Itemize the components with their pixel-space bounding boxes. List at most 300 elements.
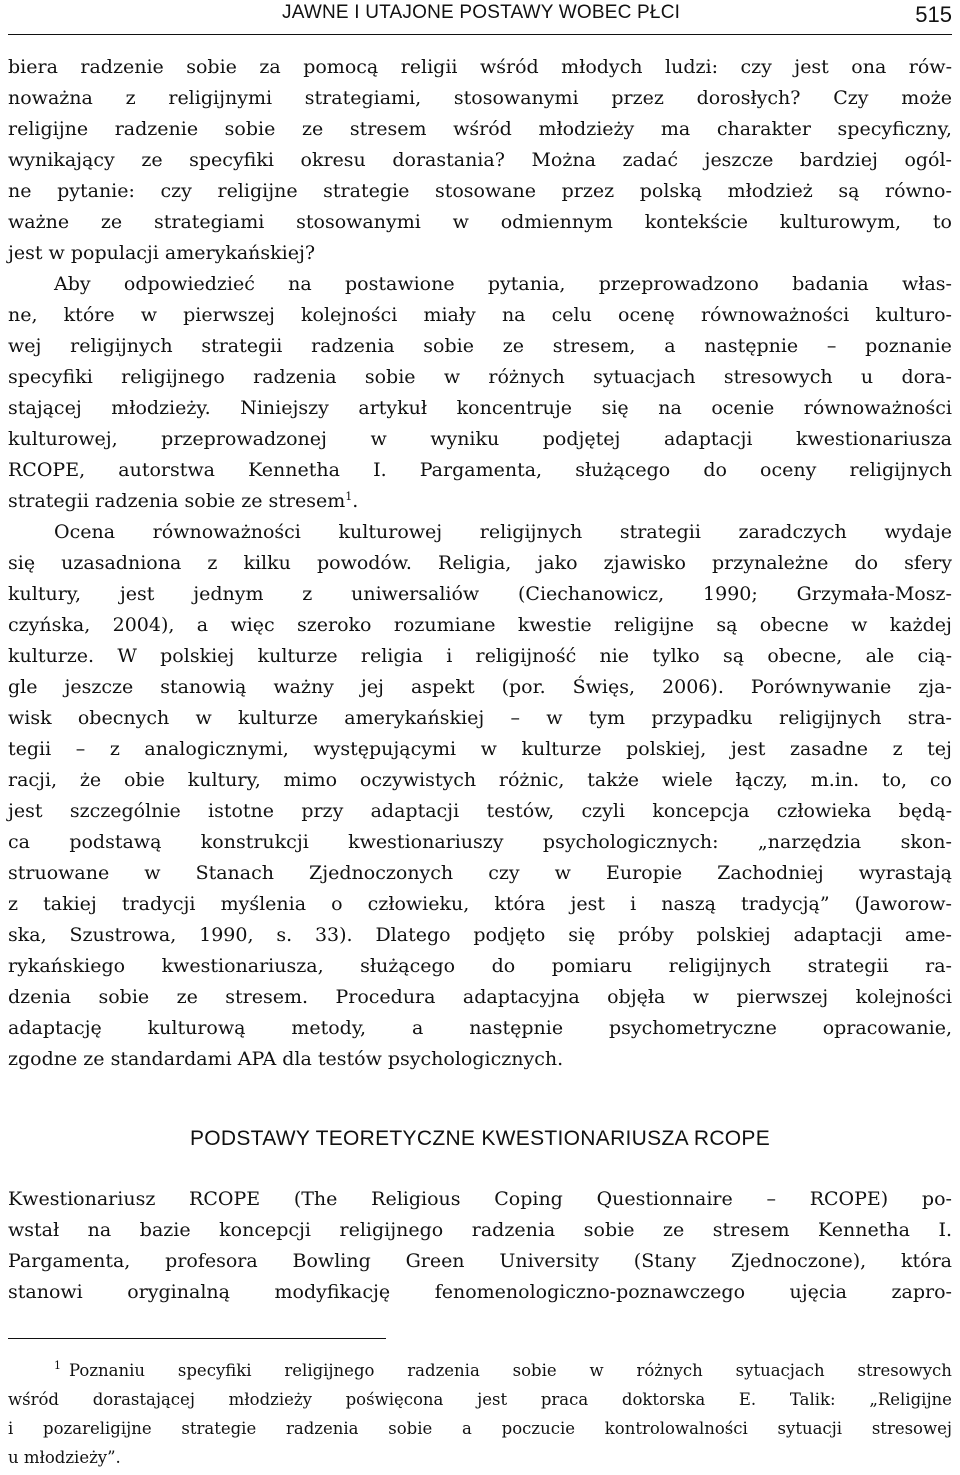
word: ale bbox=[865, 645, 895, 667]
word: stanowi bbox=[8, 1281, 83, 1303]
word: która bbox=[900, 1250, 952, 1272]
word: sobie bbox=[364, 366, 416, 388]
word: sobie bbox=[98, 986, 150, 1008]
word: stosowane bbox=[434, 180, 537, 202]
word: stresem bbox=[712, 1219, 790, 1241]
word: pozareligijne bbox=[43, 1419, 152, 1438]
word: stra- bbox=[907, 707, 952, 729]
word: s. bbox=[276, 924, 293, 946]
section-text bbox=[8, 1184, 952, 1308]
body-line bbox=[8, 1013, 952, 1044]
word: stresem, bbox=[552, 335, 636, 357]
section-line bbox=[8, 1184, 952, 1215]
word: na bbox=[87, 1219, 112, 1241]
word: z bbox=[125, 87, 136, 109]
word: zja- bbox=[918, 676, 952, 698]
word: tegii bbox=[8, 738, 52, 760]
word: psychometryczne bbox=[609, 1017, 777, 1039]
word: ocenę bbox=[618, 304, 675, 326]
word: ze bbox=[141, 149, 163, 171]
body-line bbox=[8, 331, 952, 362]
body-line bbox=[8, 145, 952, 176]
word: kulturowym, bbox=[779, 211, 902, 233]
footnote-line bbox=[8, 1414, 952, 1443]
running-title: JAWNE I UTAJONE POSTAWY WOBEC PŁCI bbox=[282, 2, 681, 23]
word: sfery bbox=[904, 552, 952, 574]
word: z bbox=[109, 738, 120, 760]
word: takiej bbox=[43, 893, 97, 915]
word: Kwestionariusz bbox=[8, 1188, 156, 1210]
word: okresu bbox=[300, 149, 366, 171]
word: – bbox=[75, 738, 86, 760]
word: tej bbox=[927, 738, 952, 760]
word: struowane bbox=[8, 862, 110, 884]
word: tradycją” bbox=[741, 893, 830, 915]
word: „Religijne bbox=[869, 1390, 952, 1409]
word: Niniejszy bbox=[240, 397, 329, 419]
word: obecnych bbox=[77, 707, 170, 729]
word: a bbox=[664, 335, 676, 357]
word: do bbox=[703, 459, 727, 481]
word: wśród bbox=[479, 56, 539, 78]
word: w bbox=[546, 707, 563, 729]
word: modyfikację bbox=[274, 1281, 391, 1303]
footnote-line-first bbox=[8, 1356, 952, 1385]
word: w bbox=[851, 614, 868, 636]
word: wśród bbox=[453, 118, 512, 140]
word: z bbox=[207, 552, 218, 574]
word: oceny bbox=[760, 459, 817, 481]
word: ze bbox=[502, 335, 524, 357]
word: młodzieży. bbox=[111, 397, 211, 419]
word: stresem. bbox=[225, 986, 309, 1008]
word: ne bbox=[8, 180, 32, 202]
word: więc bbox=[230, 614, 275, 636]
word: wisk bbox=[8, 707, 52, 729]
word: kolejności bbox=[301, 304, 398, 326]
word: cią- bbox=[917, 645, 952, 667]
word: dora- bbox=[901, 366, 952, 388]
word: polską bbox=[639, 180, 703, 202]
word: szczególnie bbox=[69, 800, 181, 822]
word: u bbox=[860, 366, 874, 388]
word: (por. bbox=[501, 676, 546, 698]
word: myślenia bbox=[220, 893, 307, 915]
word: religijność bbox=[475, 645, 577, 667]
word: 2004), bbox=[112, 614, 175, 636]
word: przeprowadzono bbox=[598, 273, 759, 295]
word: ame- bbox=[904, 924, 952, 946]
word: szeroko bbox=[297, 614, 372, 636]
word: przypadku bbox=[651, 707, 753, 729]
word: pytanie: bbox=[57, 180, 135, 202]
word: która bbox=[494, 893, 546, 915]
section-line bbox=[8, 1246, 952, 1277]
word: Coping bbox=[494, 1188, 563, 1210]
page-number: 515 bbox=[915, 2, 952, 27]
footnote-divider bbox=[8, 1338, 386, 1339]
word: autorstwa bbox=[118, 459, 215, 481]
word: 1990, bbox=[199, 924, 254, 946]
word: E. bbox=[738, 1390, 757, 1409]
body-line bbox=[8, 114, 952, 145]
word: jeszcze bbox=[64, 676, 134, 698]
word: ne, bbox=[8, 304, 38, 326]
word: Dlatego bbox=[375, 924, 451, 946]
word: adaptacji bbox=[663, 428, 753, 450]
word: 1990; bbox=[703, 583, 758, 605]
word: sobie bbox=[423, 335, 474, 357]
word: przynależne bbox=[712, 552, 829, 574]
word: w bbox=[443, 366, 461, 388]
word: praca bbox=[540, 1390, 589, 1409]
word: University bbox=[499, 1250, 599, 1272]
word: noważna bbox=[8, 87, 93, 109]
word: służącego bbox=[360, 955, 456, 977]
word: Aby bbox=[54, 273, 91, 295]
word: i bbox=[446, 645, 453, 667]
word: ona bbox=[851, 56, 887, 78]
word: religijnego bbox=[121, 366, 225, 388]
word: że bbox=[79, 769, 102, 791]
word: pierwszej bbox=[183, 304, 275, 326]
word: (Jaworow- bbox=[854, 893, 952, 915]
word: służącego bbox=[575, 459, 671, 481]
word: jest bbox=[794, 56, 829, 78]
body-line bbox=[8, 734, 952, 765]
word: zadać bbox=[622, 149, 678, 171]
word: dorastającej bbox=[92, 1390, 195, 1409]
word: w bbox=[144, 862, 161, 884]
body-line bbox=[8, 920, 952, 951]
word: profesora bbox=[165, 1250, 258, 1272]
word: postawione bbox=[345, 273, 455, 295]
word: Religious bbox=[371, 1188, 461, 1210]
word: ze bbox=[100, 211, 123, 233]
word: religijne bbox=[8, 118, 89, 140]
word: ocenie bbox=[711, 397, 775, 419]
word: opracowanie, bbox=[822, 1017, 952, 1039]
body-line bbox=[8, 827, 952, 858]
word: ska, bbox=[8, 924, 47, 946]
word: uzasadniona bbox=[61, 552, 182, 574]
footnotes bbox=[8, 1356, 952, 1472]
word: psychologicznych: bbox=[542, 831, 719, 853]
word: które bbox=[63, 304, 115, 326]
footnote-line: u młodzieży”. bbox=[8, 1448, 121, 1467]
word: m.in. bbox=[810, 769, 860, 791]
word: wstał bbox=[8, 1219, 60, 1241]
word: radzenie bbox=[80, 56, 164, 78]
word: Green bbox=[405, 1250, 465, 1272]
word: (Stany bbox=[633, 1250, 697, 1272]
word: podjęto bbox=[473, 924, 546, 946]
word: powodów. bbox=[316, 552, 412, 574]
word: specyficzny, bbox=[837, 118, 952, 140]
word: koncepcja bbox=[652, 800, 750, 822]
word: kulturowej bbox=[338, 521, 443, 543]
word: strategiami bbox=[153, 211, 265, 233]
word: testów, bbox=[486, 800, 555, 822]
word: poznanie bbox=[865, 335, 952, 357]
word: na bbox=[658, 397, 682, 419]
section-line bbox=[8, 1277, 952, 1308]
word: po- bbox=[921, 1188, 952, 1210]
body-line bbox=[8, 517, 952, 548]
word: Questionnaire bbox=[596, 1188, 733, 1210]
word: wydaje bbox=[884, 521, 952, 543]
word: nie bbox=[599, 645, 630, 667]
word: sobie bbox=[583, 1219, 635, 1241]
word: w bbox=[370, 428, 387, 450]
word: fenomenologiczno-poznawczego bbox=[434, 1281, 746, 1303]
word: z bbox=[892, 738, 903, 760]
body-line-text: strategii radzenia sobie ze stresem bbox=[8, 490, 346, 512]
body-line bbox=[8, 951, 952, 982]
word: W bbox=[117, 645, 137, 667]
word: celu bbox=[551, 304, 592, 326]
word: kulturową bbox=[147, 1017, 246, 1039]
word: co bbox=[929, 769, 952, 791]
word: radzenia bbox=[407, 1361, 480, 1380]
word: na bbox=[501, 304, 526, 326]
word: ze bbox=[301, 118, 324, 140]
word: jest bbox=[730, 738, 766, 760]
body-line bbox=[8, 703, 952, 734]
word: obecne, bbox=[767, 645, 843, 667]
body-line-tail: . bbox=[352, 490, 359, 512]
body-line bbox=[8, 176, 952, 207]
word: kultury, bbox=[187, 769, 261, 791]
word: w bbox=[452, 211, 469, 233]
word: koncentruje bbox=[456, 397, 573, 419]
word: strategii bbox=[201, 335, 283, 357]
word: wśród bbox=[8, 1390, 59, 1409]
word: następnie bbox=[704, 335, 799, 357]
word: wynikający bbox=[8, 149, 115, 171]
word: w bbox=[195, 707, 212, 729]
word: wej bbox=[8, 335, 42, 357]
word: jeszcze bbox=[704, 149, 774, 171]
word: stresem bbox=[349, 118, 427, 140]
word: sytuacjach bbox=[735, 1361, 825, 1380]
word: uniwersaliów bbox=[351, 583, 480, 605]
body-line bbox=[8, 796, 952, 827]
word: Kennetha bbox=[818, 1219, 910, 1241]
word: strategie bbox=[181, 1419, 257, 1438]
word: miały bbox=[423, 304, 476, 326]
word: stającej bbox=[8, 397, 82, 419]
word: amerykańskiej bbox=[344, 707, 485, 729]
word: ra- bbox=[925, 955, 952, 977]
word: może bbox=[901, 87, 952, 109]
word: z bbox=[302, 583, 313, 605]
word: równoważności bbox=[152, 521, 301, 543]
word: dorastania? bbox=[392, 149, 505, 171]
word: stosowanymi bbox=[453, 87, 579, 109]
word: obie bbox=[123, 769, 165, 791]
word: stosowanymi bbox=[296, 211, 421, 233]
word: radzenia bbox=[471, 1219, 556, 1241]
word: także bbox=[587, 769, 639, 791]
word: RCOPE, bbox=[8, 459, 86, 481]
word: a bbox=[196, 614, 209, 636]
word: wyniku bbox=[430, 428, 500, 450]
word: ważny bbox=[273, 676, 334, 698]
word: naszą bbox=[661, 893, 716, 915]
body-line bbox=[8, 765, 952, 796]
word: zasadne bbox=[789, 738, 869, 760]
word: wyrastają bbox=[858, 862, 952, 884]
section-heading: PODSTAWY TEORETYCZNE KWESTIONARIUSZA RCOPE bbox=[189, 1127, 771, 1150]
body-line bbox=[8, 362, 952, 393]
word: i bbox=[630, 893, 637, 915]
word: specyfiki bbox=[189, 149, 274, 171]
word: Można bbox=[531, 149, 596, 171]
word: I. bbox=[373, 459, 387, 481]
word: religijne bbox=[613, 614, 695, 636]
word: strategiami, bbox=[304, 87, 422, 109]
word: rów- bbox=[908, 56, 952, 78]
word: Procedura bbox=[335, 986, 436, 1008]
word: sytuacji bbox=[777, 1419, 843, 1438]
word: różnych bbox=[488, 366, 565, 388]
word: czy bbox=[740, 56, 772, 78]
word: – bbox=[510, 707, 520, 729]
word: RCOPE bbox=[189, 1188, 261, 1210]
body-line bbox=[8, 641, 952, 672]
word: czy bbox=[160, 180, 192, 202]
word: adaptacji bbox=[370, 800, 460, 822]
word: się bbox=[601, 397, 629, 419]
word: radzenia bbox=[311, 335, 395, 357]
word: $^1$ Poznaniu bbox=[54, 1359, 146, 1380]
body-line bbox=[8, 982, 952, 1013]
word: a bbox=[462, 1419, 472, 1438]
word: jako bbox=[537, 552, 578, 574]
word: zapro- bbox=[891, 1281, 952, 1303]
word: sobie bbox=[224, 118, 276, 140]
section-line bbox=[8, 1215, 952, 1246]
word: adaptacji bbox=[793, 924, 883, 946]
word: Stanach bbox=[195, 862, 274, 884]
word: kwestionariusza bbox=[796, 428, 952, 450]
word: radzenia bbox=[253, 366, 337, 388]
word: Ocena bbox=[54, 521, 116, 543]
word: Szustrowa, bbox=[69, 924, 177, 946]
word: – bbox=[826, 335, 837, 357]
word: będą- bbox=[898, 800, 952, 822]
word: są bbox=[838, 180, 860, 202]
body-line bbox=[8, 579, 952, 610]
word: odpowiedzieć bbox=[123, 273, 255, 295]
word: religijnego bbox=[284, 1361, 375, 1380]
word: tym bbox=[588, 707, 626, 729]
word: młodzieży bbox=[228, 1390, 312, 1409]
word: kulturze bbox=[237, 707, 319, 729]
word: w bbox=[480, 738, 497, 760]
word: rozumiane bbox=[393, 614, 496, 636]
word: próby bbox=[618, 924, 674, 946]
word: istotne bbox=[208, 800, 275, 822]
word: kulturowej, bbox=[8, 428, 118, 450]
word: z bbox=[8, 893, 19, 915]
word: specyfiki bbox=[8, 366, 93, 388]
word: kulturze. bbox=[8, 645, 95, 667]
word: występującymi bbox=[313, 738, 457, 760]
word: wiele bbox=[661, 769, 713, 791]
body-line bbox=[8, 207, 952, 238]
word: koncepcji bbox=[219, 1219, 311, 1241]
word: kolejności bbox=[855, 986, 952, 1008]
body-line-with-footnote bbox=[8, 486, 952, 517]
word: pierwszej bbox=[736, 986, 829, 1008]
word: Kennetha bbox=[248, 459, 340, 481]
word: różnych bbox=[636, 1361, 703, 1380]
word: strategie bbox=[323, 180, 410, 202]
word: a bbox=[411, 1017, 424, 1039]
body-line bbox=[8, 424, 952, 455]
word: różnic, bbox=[498, 769, 565, 791]
word: adaptacyjna bbox=[462, 986, 580, 1008]
word: stresowych bbox=[723, 366, 833, 388]
word: specyfiki bbox=[177, 1361, 252, 1380]
word: religii bbox=[400, 56, 458, 78]
word: czyli bbox=[581, 800, 626, 822]
word: Zachodniej bbox=[717, 862, 824, 884]
word: „narzędzia bbox=[757, 831, 862, 853]
body-line bbox=[8, 858, 952, 889]
word: stresowej bbox=[871, 1419, 952, 1438]
word: dzenia bbox=[8, 986, 72, 1008]
word: badania bbox=[792, 273, 869, 295]
footnote-reference[interactable]: 1 bbox=[345, 490, 353, 503]
word: czyńska, bbox=[8, 614, 91, 636]
body-line bbox=[8, 455, 952, 486]
word: strategii bbox=[619, 521, 701, 543]
word: przez bbox=[561, 180, 615, 202]
word: kulturze bbox=[521, 738, 602, 760]
word: człowieka bbox=[776, 800, 872, 822]
word: jest bbox=[477, 1390, 508, 1409]
word: gle bbox=[8, 676, 38, 698]
word: racji, bbox=[8, 769, 58, 791]
word: radzenia bbox=[286, 1419, 359, 1438]
word: ludzi: bbox=[665, 56, 718, 78]
word: jest bbox=[8, 800, 43, 822]
word: pytania, bbox=[487, 273, 566, 295]
word: łączy, bbox=[735, 769, 788, 791]
word: religijne bbox=[217, 180, 298, 202]
body-line bbox=[8, 300, 952, 331]
footnote-line bbox=[8, 1385, 952, 1414]
footnote-marker: 1 bbox=[54, 1359, 61, 1372]
word: konstrukcji bbox=[200, 831, 309, 853]
word: jej bbox=[360, 676, 384, 698]
body-line bbox=[8, 610, 952, 641]
word: Zjednoczonych bbox=[309, 862, 454, 884]
word: włas- bbox=[902, 273, 952, 295]
word: bazie bbox=[139, 1219, 191, 1241]
word: rykańskiego bbox=[8, 955, 126, 977]
word: przy bbox=[301, 800, 344, 822]
word: to, bbox=[881, 769, 908, 791]
body-line bbox=[8, 83, 952, 114]
word: mimo bbox=[283, 769, 338, 791]
word: się bbox=[8, 552, 36, 574]
word: tylko bbox=[652, 645, 700, 667]
word: do bbox=[491, 955, 516, 977]
